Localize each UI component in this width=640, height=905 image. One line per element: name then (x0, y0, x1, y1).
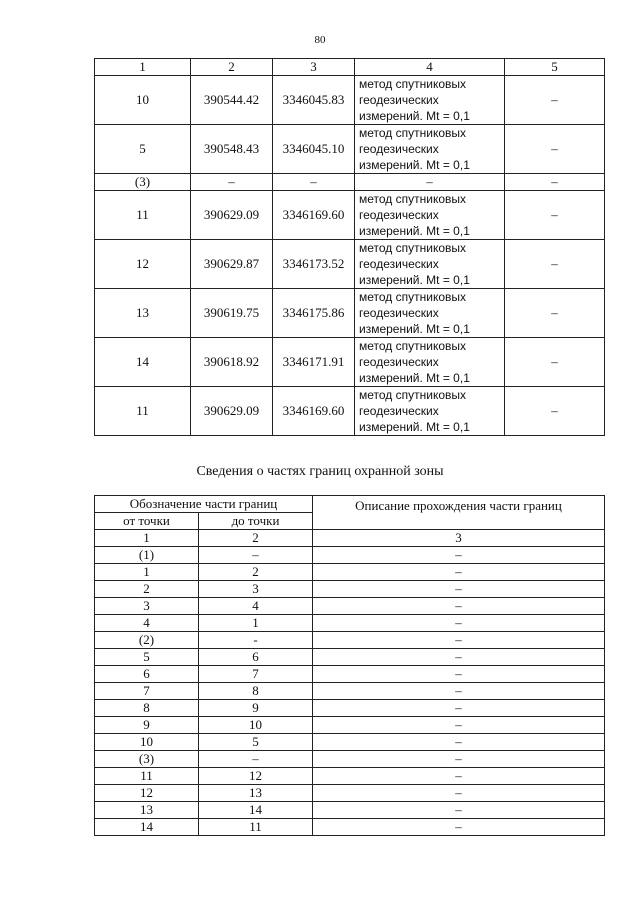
x-coordinate-cell: 390629.09 (191, 387, 273, 436)
column-number-1: 1 (95, 530, 199, 547)
from-point-cell: 13 (95, 802, 199, 819)
description-cell: – (313, 751, 605, 768)
method-line: измерений. Mt = 0,1 (359, 158, 470, 172)
part-designation-header: Обозначение части границ (95, 496, 313, 513)
description-cell: – (313, 615, 605, 632)
table-row (95, 751, 605, 768)
to-point-cell: 1 (199, 615, 313, 632)
method-line: измерений. Mt = 0,1 (359, 322, 470, 336)
to-point-cell: – (199, 547, 313, 564)
method-line: – (426, 174, 433, 189)
column-number-1: 1 (95, 59, 191, 76)
table-row (95, 683, 605, 700)
description-cell: – (313, 632, 605, 649)
y-coordinate-cell: 3346169.60 (273, 191, 355, 240)
method-line: геодезических (359, 257, 439, 271)
y-coordinate-cell: 3346169.60 (273, 387, 355, 436)
from-point-cell: 2 (95, 581, 199, 598)
description-cell: – (313, 717, 605, 734)
y-coordinate-cell: 3346045.10 (273, 125, 355, 174)
method-line: метод спутниковых (359, 192, 467, 206)
description-cell: – (313, 802, 605, 819)
x-coordinate-cell: 390629.09 (191, 191, 273, 240)
table-row (95, 598, 605, 615)
from-point-cell: (2) (95, 632, 199, 649)
table-row (95, 649, 605, 666)
from-point-cell: (1) (95, 547, 199, 564)
column-number-3: 3 (313, 530, 605, 547)
point-number-cell: 14 (95, 338, 191, 387)
y-coordinate-cell: 3346175.86 (273, 289, 355, 338)
description-cell: – (313, 666, 605, 683)
method-cell (355, 125, 505, 174)
to-point-cell: – (199, 751, 313, 768)
point-number-cell: 5 (95, 125, 191, 174)
to-point-cell: 3 (199, 581, 313, 598)
coordinates-table-header-row (95, 59, 605, 76)
method-cell (355, 191, 505, 240)
method-line: метод спутниковых (359, 339, 467, 353)
note-cell: – (505, 125, 605, 174)
method-line: метод спутниковых (359, 77, 467, 91)
column-number-2: 2 (191, 59, 273, 76)
table-row (95, 802, 605, 819)
method-cell (355, 76, 505, 125)
method-line: геодезических (359, 93, 439, 107)
to-point-cell: 4 (199, 598, 313, 615)
method-line: метод спутниковых (359, 241, 467, 255)
description-cell: – (313, 734, 605, 751)
from-point-cell: (3) (95, 751, 199, 768)
description-cell: – (313, 564, 605, 581)
to-point-cell: 11 (199, 819, 313, 836)
x-coordinate-cell: 390548.43 (191, 125, 273, 174)
point-number-cell: (3) (95, 174, 191, 191)
method-line: измерений. Mt = 0,1 (359, 109, 470, 123)
to-point-cell: 12 (199, 768, 313, 785)
method-line: метод спутниковых (359, 126, 467, 140)
note-cell: – (505, 174, 605, 191)
to-point-cell: 7 (199, 666, 313, 683)
to-point-cell: 5 (199, 734, 313, 751)
from-point-cell: 11 (95, 768, 199, 785)
note-cell: – (505, 387, 605, 436)
method-line: измерений. Mt = 0,1 (359, 224, 470, 238)
column-number-5: 5 (505, 59, 605, 76)
point-number-cell: 12 (95, 240, 191, 289)
note-cell: – (505, 289, 605, 338)
column-number-4: 4 (355, 59, 505, 76)
table-row (95, 700, 605, 717)
from-point-cell: 10 (95, 734, 199, 751)
table-row (95, 717, 605, 734)
to-point-cell: 10 (199, 717, 313, 734)
y-coordinate-cell: – (273, 174, 355, 191)
method-line: геодезических (359, 142, 439, 156)
page-number: 80 (314, 34, 326, 46)
y-coordinate-cell: 3346045.83 (273, 76, 355, 125)
method-line: геодезических (359, 306, 439, 320)
note-cell: – (505, 338, 605, 387)
x-coordinate-cell: 390618.92 (191, 338, 273, 387)
table-row (95, 581, 605, 598)
from-point-cell: 8 (95, 700, 199, 717)
to-point-cell: 8 (199, 683, 313, 700)
table-row (95, 289, 605, 338)
boundary-table-number-row (95, 530, 605, 547)
table-row (95, 387, 605, 436)
note-cell: – (505, 191, 605, 240)
method-cell (355, 387, 505, 436)
to-point-cell: 6 (199, 649, 313, 666)
description-cell: – (313, 700, 605, 717)
method-cell (355, 338, 505, 387)
from-point-cell: 5 (95, 649, 199, 666)
boundary-table-group-header-row (95, 496, 605, 513)
method-cell (355, 174, 505, 191)
from-point-cell: 14 (95, 819, 199, 836)
method-cell (355, 289, 505, 338)
column-number-3: 3 (273, 59, 355, 76)
table-row (95, 76, 605, 125)
to-point-header: до точки (199, 513, 313, 530)
method-line: измерений. Mt = 0,1 (359, 420, 470, 434)
from-point-cell: 4 (95, 615, 199, 632)
table-row (95, 734, 605, 751)
method-line: геодезических (359, 404, 439, 418)
description-cell: – (313, 768, 605, 785)
table-row (95, 338, 605, 387)
to-point-cell: 2 (199, 564, 313, 581)
table-row (95, 768, 605, 785)
y-coordinate-cell: 3346171.91 (273, 338, 355, 387)
description-cell: – (313, 547, 605, 564)
description-cell: – (313, 649, 605, 666)
description-cell: – (313, 581, 605, 598)
table-row (95, 240, 605, 289)
from-point-header: от точки (95, 513, 199, 530)
table-row (95, 666, 605, 683)
table-row (95, 785, 605, 802)
method-line: геодезических (359, 355, 439, 369)
x-coordinate-cell: 390544.42 (191, 76, 273, 125)
to-point-cell: 13 (199, 785, 313, 802)
method-line: геодезических (359, 208, 439, 222)
method-line: метод спутниковых (359, 388, 467, 402)
table-row (95, 125, 605, 174)
point-number-cell: 11 (95, 387, 191, 436)
x-coordinate-cell: 390629.87 (191, 240, 273, 289)
to-point-cell: 14 (199, 802, 313, 819)
description-cell: – (313, 598, 605, 615)
point-number-cell: 11 (95, 191, 191, 240)
method-line: измерений. Mt = 0,1 (359, 371, 470, 385)
coordinates-table (94, 58, 605, 436)
table-row (95, 564, 605, 581)
to-point-cell: 9 (199, 700, 313, 717)
boundary-parts-table (94, 495, 605, 836)
method-cell (355, 240, 505, 289)
description-cell: – (313, 683, 605, 700)
table-row (95, 615, 605, 632)
method-line: измерений. Mt = 0,1 (359, 273, 470, 287)
from-point-cell: 3 (95, 598, 199, 615)
point-number-cell: 13 (95, 289, 191, 338)
from-point-cell: 12 (95, 785, 199, 802)
x-coordinate-cell: – (191, 174, 273, 191)
table-row (95, 819, 605, 836)
table-row (95, 191, 605, 240)
point-number-cell: 10 (95, 76, 191, 125)
note-cell: – (505, 76, 605, 125)
section-title: Сведения о частях границ охранной зоны (196, 464, 444, 479)
column-number-2: 2 (199, 530, 313, 547)
from-point-cell: 7 (95, 683, 199, 700)
y-coordinate-cell: 3346173.52 (273, 240, 355, 289)
description-cell: – (313, 819, 605, 836)
from-point-cell: 1 (95, 564, 199, 581)
table-row (95, 174, 605, 191)
table-row (95, 632, 605, 649)
part-description-header: Описание прохождения части границ (313, 496, 605, 530)
x-coordinate-cell: 390619.75 (191, 289, 273, 338)
table-row (95, 547, 605, 564)
method-line: метод спутниковых (359, 290, 467, 304)
description-cell: – (313, 785, 605, 802)
note-cell: – (505, 240, 605, 289)
from-point-cell: 9 (95, 717, 199, 734)
from-point-cell: 6 (95, 666, 199, 683)
to-point-cell: - (199, 632, 313, 649)
